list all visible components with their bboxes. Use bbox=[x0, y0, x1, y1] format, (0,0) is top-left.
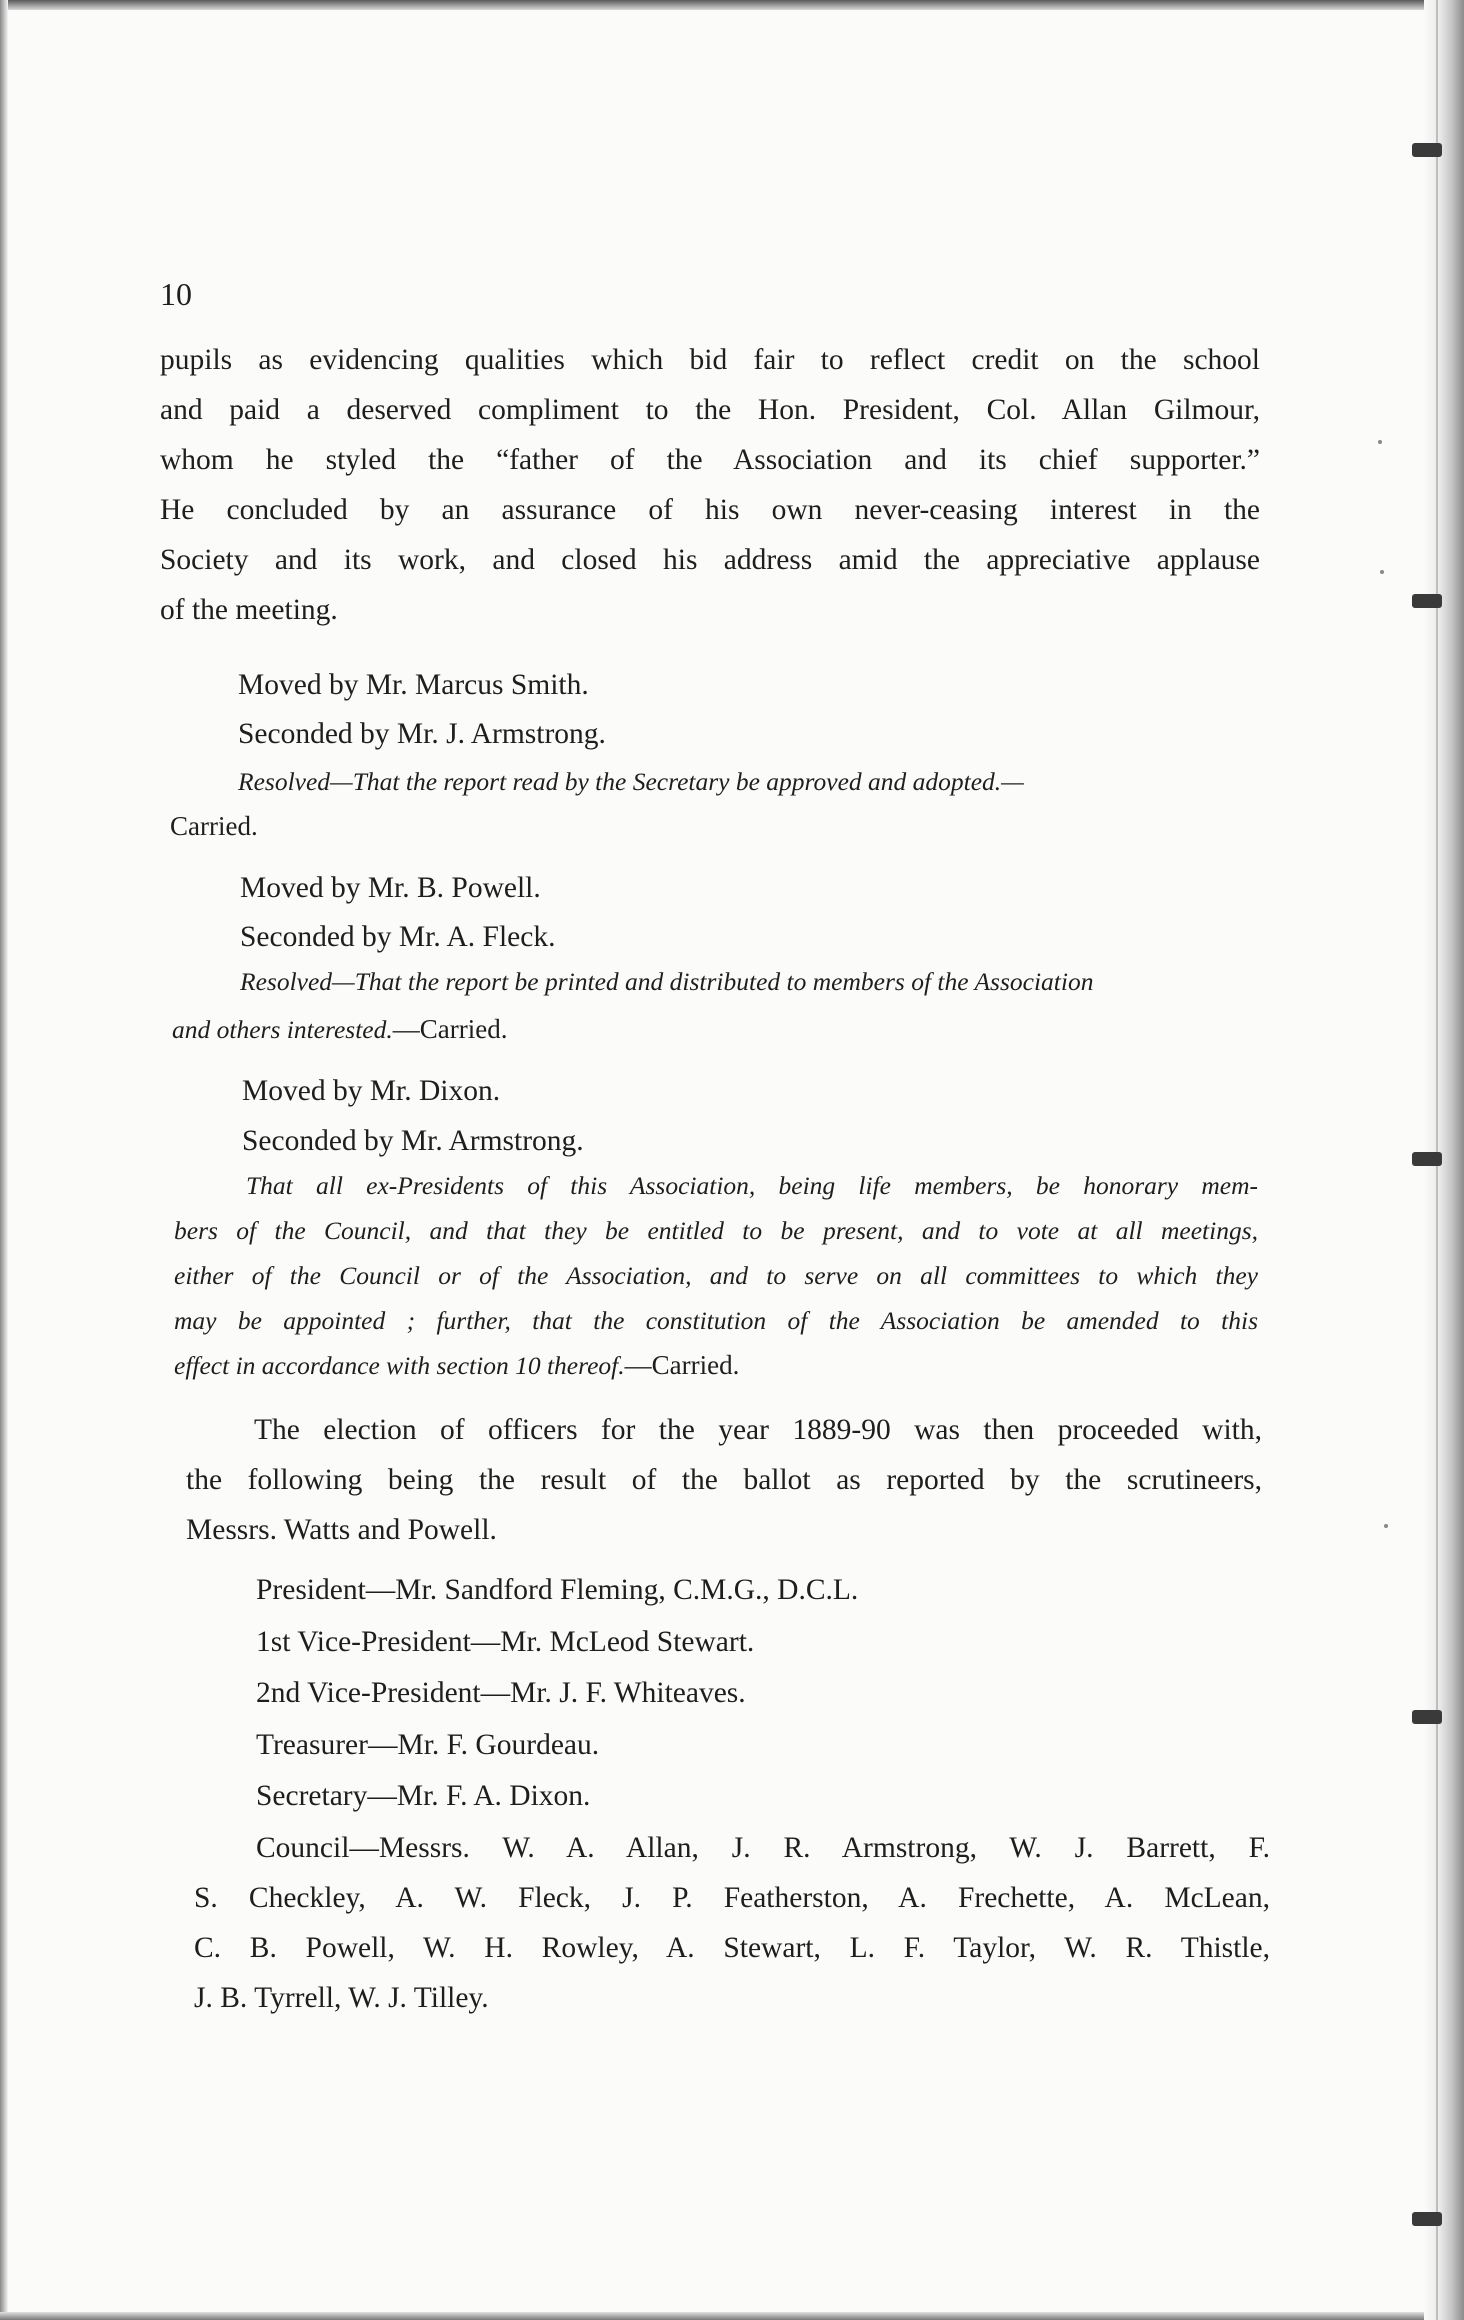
scan-speck bbox=[1384, 1524, 1388, 1528]
paragraph-line: whom he styled the “father of the Association and its chief supporter.” bbox=[160, 444, 1260, 476]
paragraph-line: the following being the result of the ballot as reported by the scrutineers, bbox=[186, 1464, 1262, 1496]
resolution-text: effect in accordance with section 10 thereof. bbox=[174, 1351, 625, 1380]
resolution-line bbox=[174, 1343, 1258, 1388]
resolution-line: That all ex-Presidents of this Association, being life members, be honorary mem- bbox=[246, 1171, 1258, 1200]
motion-moved: Moved by Mr. Marcus Smith. bbox=[238, 669, 589, 701]
scan-speck bbox=[1378, 440, 1382, 444]
council-line: S. Checkley, A. W. Fleck, J. P. Featherston, A. Frechette, A. McLean, bbox=[194, 1882, 1270, 1914]
motion-carried: Carried. bbox=[170, 811, 258, 841]
motion-resolution bbox=[240, 959, 1246, 1004]
resolution-line: Resolved—That the report be printed and distributed to members of the Association bbox=[240, 967, 1094, 996]
motion-carried: —Carried. bbox=[624, 1350, 740, 1380]
officer-treasurer: Treasurer—Mr. F. Gourdeau. bbox=[256, 1729, 600, 1761]
officer-president: President—Mr. Sandford Fleming, C.M.G., D.C.L. bbox=[256, 1574, 859, 1606]
paragraph-line: of the meeting. bbox=[160, 594, 338, 626]
scan-edge-bottom bbox=[0, 2312, 1464, 2320]
officer-first-vice-president: 1st Vice-President—Mr. McLeod Stewart. bbox=[256, 1626, 755, 1658]
resolution-line: and others interested. bbox=[172, 1015, 393, 1044]
motion-moved: Moved by Mr. B. Powell. bbox=[240, 872, 541, 904]
scan-edge-left bbox=[0, 0, 8, 2320]
council-line: J. B. Tyrrell, W. J. Tilley. bbox=[194, 1982, 489, 2014]
paragraph-line: Messrs. Watts and Powell. bbox=[186, 1514, 497, 1546]
officer-second-vice-president: 2nd Vice-President—Mr. J. F. Whiteaves. bbox=[256, 1677, 746, 1709]
paragraph-line: pupils as evidencing qualities which bid fair to reflect credit on the school bbox=[160, 344, 1260, 376]
motion-resolution bbox=[174, 1163, 1258, 1388]
resolution-line: bers of the Council, and that they be entitled to be present, and to vote at all meetings, bbox=[174, 1216, 1258, 1245]
binding-stitch bbox=[1412, 143, 1442, 157]
opening-paragraph bbox=[160, 335, 1260, 635]
motion-carried: —Carried. bbox=[392, 1014, 508, 1044]
scan-speck bbox=[1380, 570, 1384, 574]
binding-stitch bbox=[1412, 594, 1442, 608]
paragraph-line: and paid a deserved compliment to the Hon. President, Col. Allan Gilmour, bbox=[160, 394, 1260, 426]
election-paragraph bbox=[186, 1405, 1262, 1555]
paragraph-line: He concluded by an assurance of his own never-ceasing interest in the bbox=[160, 494, 1260, 526]
motion-seconded: Seconded by Mr. A. Fleck. bbox=[240, 921, 556, 953]
scan-edge-top bbox=[0, 0, 1464, 10]
paragraph-line: Society and its work, and closed his address amid the appreciative applause bbox=[160, 544, 1260, 576]
motion-seconded: Seconded by Mr. J. Armstrong. bbox=[238, 718, 606, 750]
motion-moved: Moved by Mr. Dixon. bbox=[242, 1075, 501, 1107]
paragraph-line: The election of officers for the year 1889-90 was then proceeded with, bbox=[254, 1414, 1262, 1446]
council-line: Council—Messrs. W. A. Allan, J. R. Armstrong, W. J. Barrett, F. bbox=[256, 1832, 1270, 1864]
motion-seconded: Seconded by Mr. Armstrong. bbox=[242, 1125, 584, 1157]
page-number: 10 bbox=[160, 276, 192, 312]
resolution-line: may be appointed ; further, that the constitution of the Association be amended to this bbox=[174, 1306, 1258, 1335]
binding-stitch bbox=[1412, 1710, 1442, 1724]
council-list bbox=[194, 1823, 1270, 2023]
motion-resolution-end bbox=[172, 1004, 507, 1055]
resolution-line: either of the Council or of the Association, and to serve on all committees to which they bbox=[174, 1261, 1258, 1290]
binding-stitch bbox=[1412, 1152, 1442, 1166]
officer-secretary: Secretary—Mr. F. A. Dixon. bbox=[256, 1780, 591, 1812]
council-line: C. B. Powell, W. H. Rowley, A. Stewart, L. F. Taylor, W. R. Thistle, bbox=[194, 1932, 1270, 1964]
motion-resolution: Resolved—That the report read by the Secretary be approved and adopted.— bbox=[238, 767, 1024, 796]
binding-stitch bbox=[1412, 2212, 1442, 2226]
